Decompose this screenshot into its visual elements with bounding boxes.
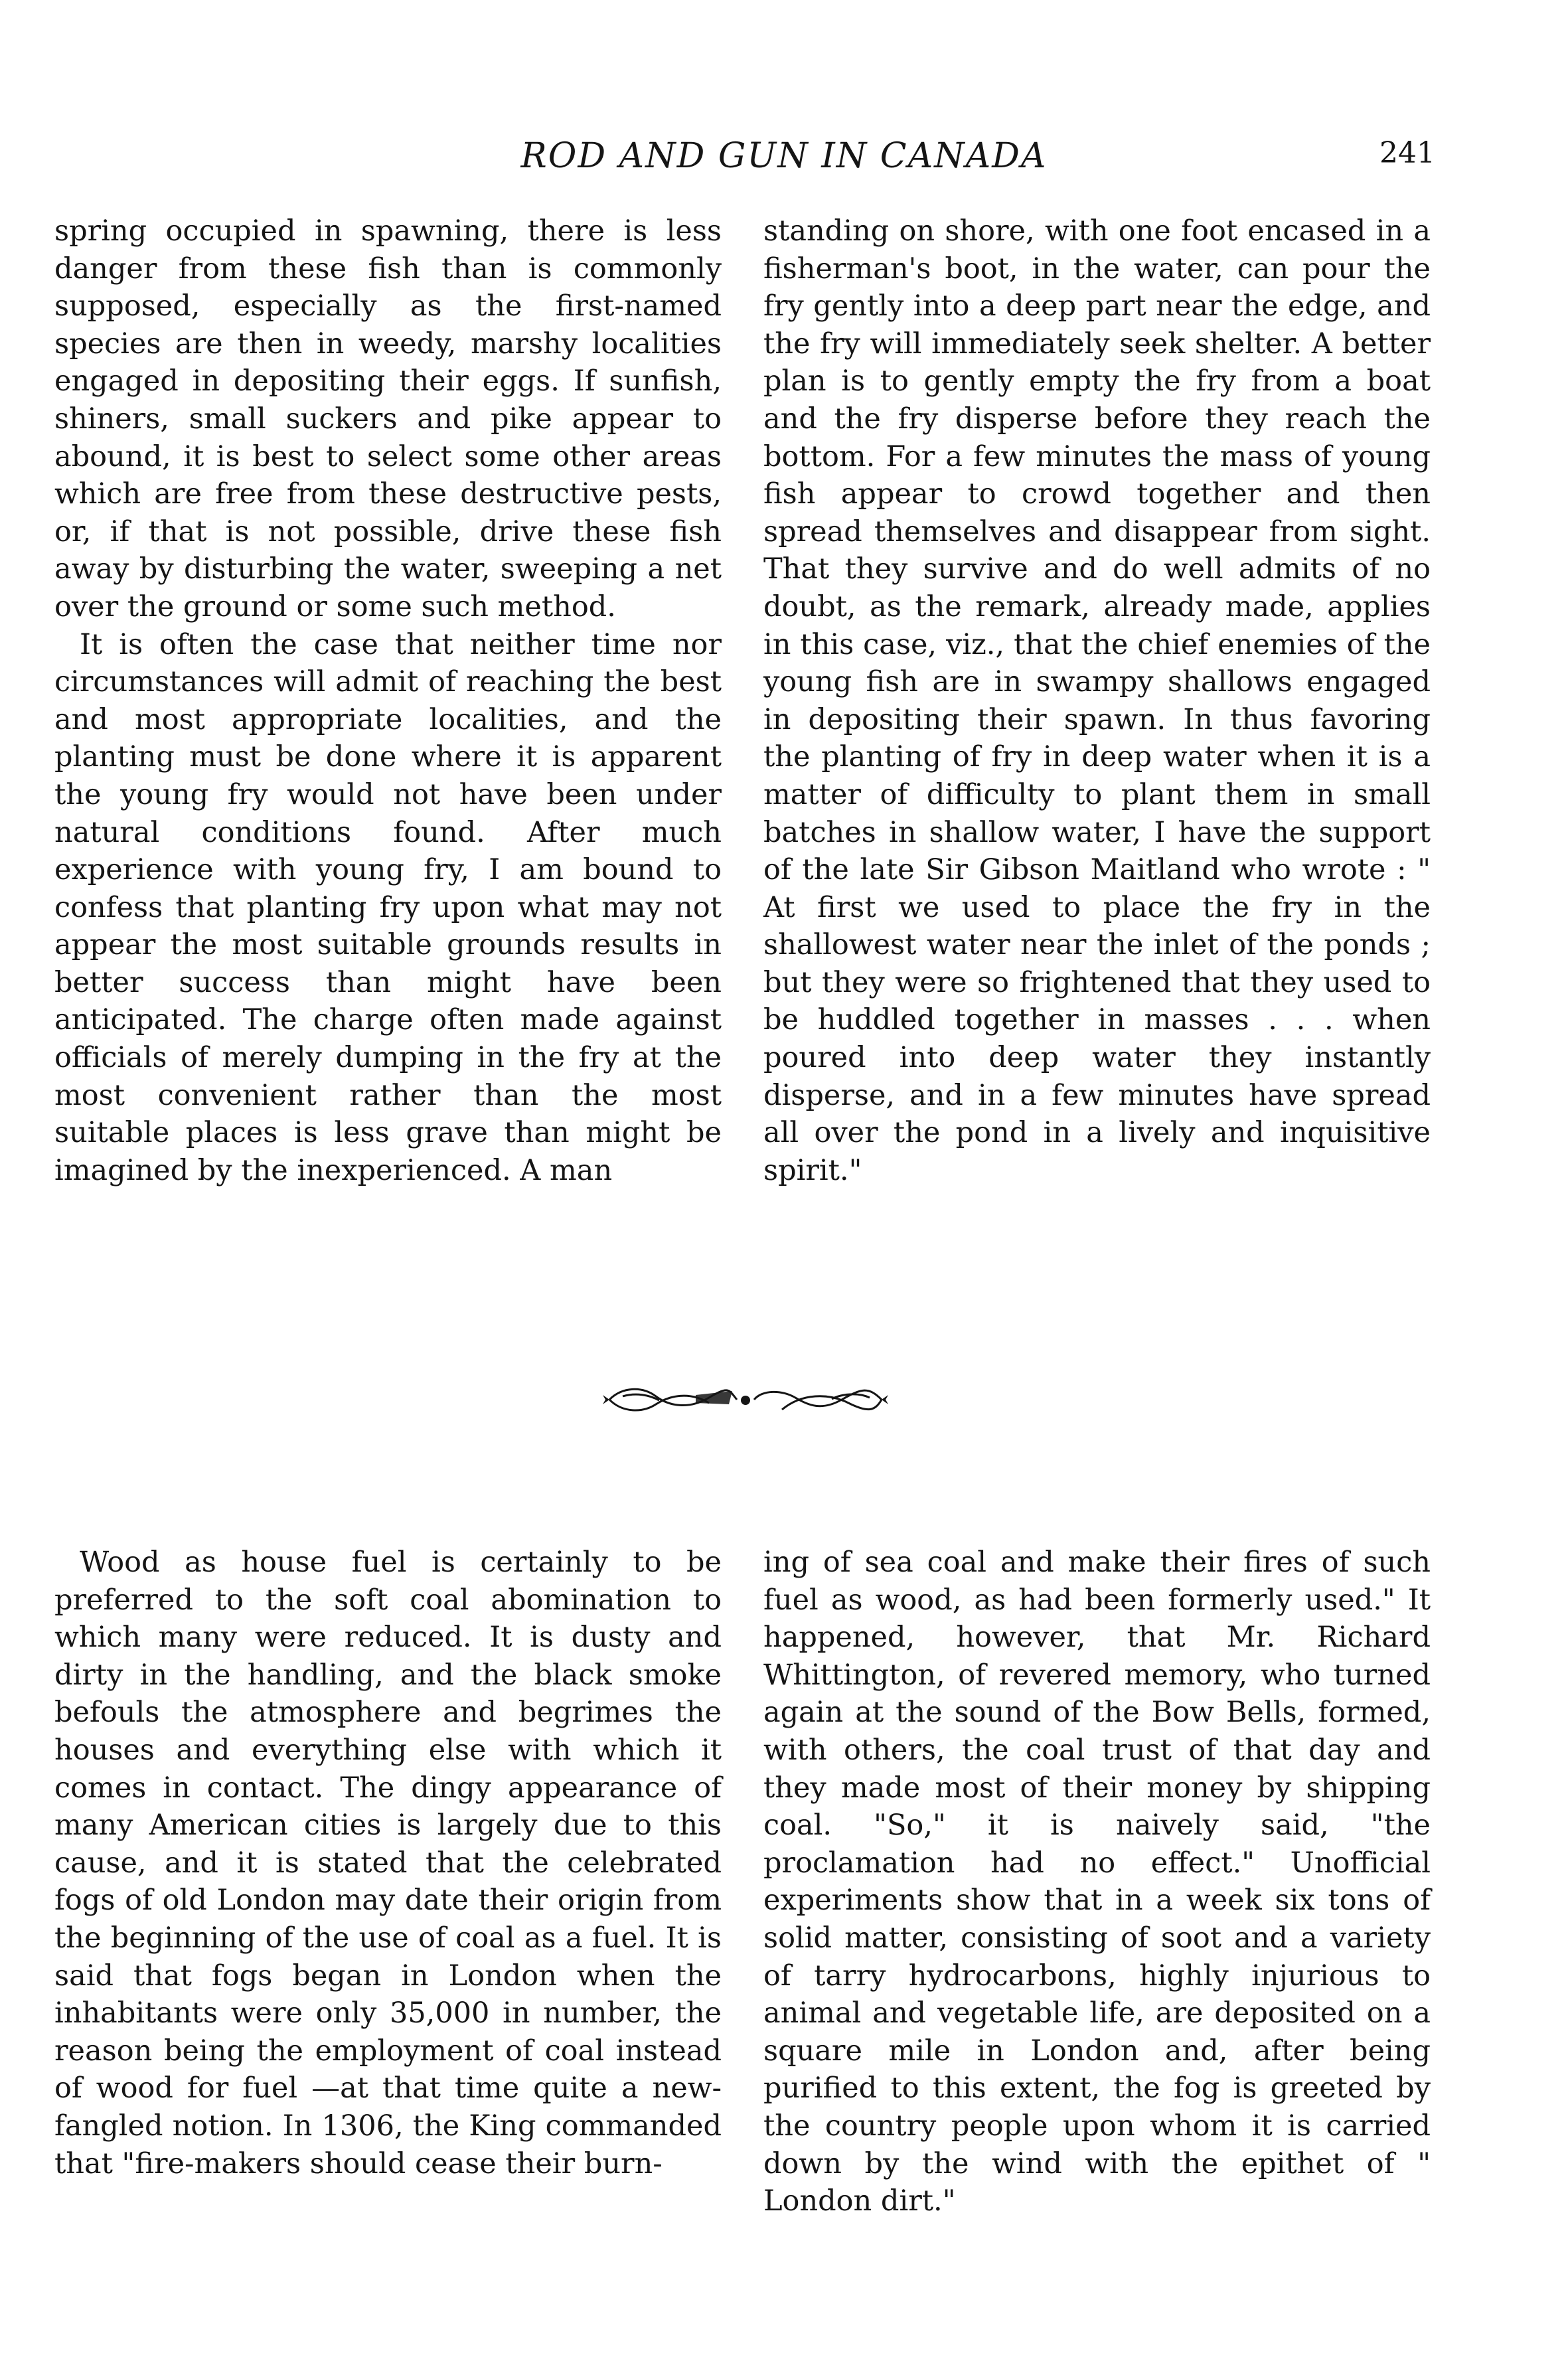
paragraph: spring occupied in spawning, there is less danger from these fish than is commonly supposed, especially as the first-named species are then in weedy, marshy localities engaged in depositing their eggs. If sunfish, shiners, small suckers and pike appear to abound, it is best to select some other areas which are free from these destructive pests, or, if that is not possible, drive these fish away by disturbing the water, sweeping a net over the ground or some such method. — [54, 214, 722, 623]
scroll-ornament-icon — [596, 1383, 895, 1416]
paragraph: standing on shore, with one foot encased in a fisherman's boot, in the water, can pour the fry gently into a deep part near the edge, and the fry will immediately seek shelter. A better plan is to gently empty the fry from a boat and the fry disperse before they reach the bottom. For a few minutes the mass of young fish appear to crowd together and then spread themselves and disappear from sight. That they survive and do well admits of no doubt, as the remark, already made, applies in this case, viz., that the chief enemies of the young fish are in swampy shallows engaged in depositing their spawn. In thus favoring the planting of fry in deep water when it is a matter of difficulty to plant them in small batches in shallow water, I have the support of the late Sir Gibson Maitland who wrote : " At first we used to place the fry in the shallowest water near the inlet of the ponds ; but they were so frightened that they used to be huddled together in masses . . . when poured into deep water they instantly disperse, and in a few minutes have spread all over the pond in a lively and inquisitive spirit." — [763, 214, 1431, 1187]
running-title: ROD AND GUN IN CANADA — [520, 136, 1048, 176]
page-header — [0, 136, 1568, 183]
article1-column-right — [763, 212, 1431, 1189]
paragraph: Wood as house fuel is certainly to be preferred to the soft coal abomination to which many were reduced. It is dusty and dirty in the handling, and the black smoke befouls the atmosphere and begrimes the houses and everything else with which it comes in contact. The dingy appearance of many American cities is largely due to this cause, and it is stated that the celebrated fogs of old London may date their origin from the beginning of the use of coal as a fuel. It is said that fogs began in London when the inhabitants were only 35,000 in number, the reason being the employment of coal instead of wood for fuel —at that time quite a new-fangled notion. In 1306, the King commanded that "fire-makers should cease their burn- — [54, 1546, 722, 2180]
paragraph: ing of sea coal and make their fires of such fuel as wood, as had been formerly used." It happened, however, that Mr. Richard Whittington, of revered memory, who turned again at the sound of the Bow Bells, formed, with others, the coal trust of that day and they made most of their money by shipping coal. "So," it is naively said, "the proclamation had no effect." Unofficial experiments show that in a week six tons of solid matter, consisting of soot and a variety of tarry hydrocarbons, highly injurious to animal and vegetable life, are deposited on a square mile in London and, after being purified to this extent, the fog is greeted by the country people upon whom it is carried down by the wind with the epithet of " London dirt." — [763, 1546, 1431, 2218]
article2-column-left — [54, 1544, 722, 2182]
page-number: 241 — [1379, 136, 1435, 170]
paragraph: It is often the case that neither time nor circumstances will admit of reaching the best and most appropriate localities, and the planting must be done where it is apparent the young fry would not have been under natural conditions found. After much experience with young fry, I am bound to confess that planting fry upon what may not appear the most suitable grounds results in better success than might have been anticipated. The charge often made against officials of merely dumping in the fry at the most convenient rather than the most suitable places is less grave than might be imagined by the inexperienced. A man — [54, 627, 722, 1187]
article2-column-right — [763, 1544, 1431, 2220]
article1-column-left — [54, 212, 722, 1189]
